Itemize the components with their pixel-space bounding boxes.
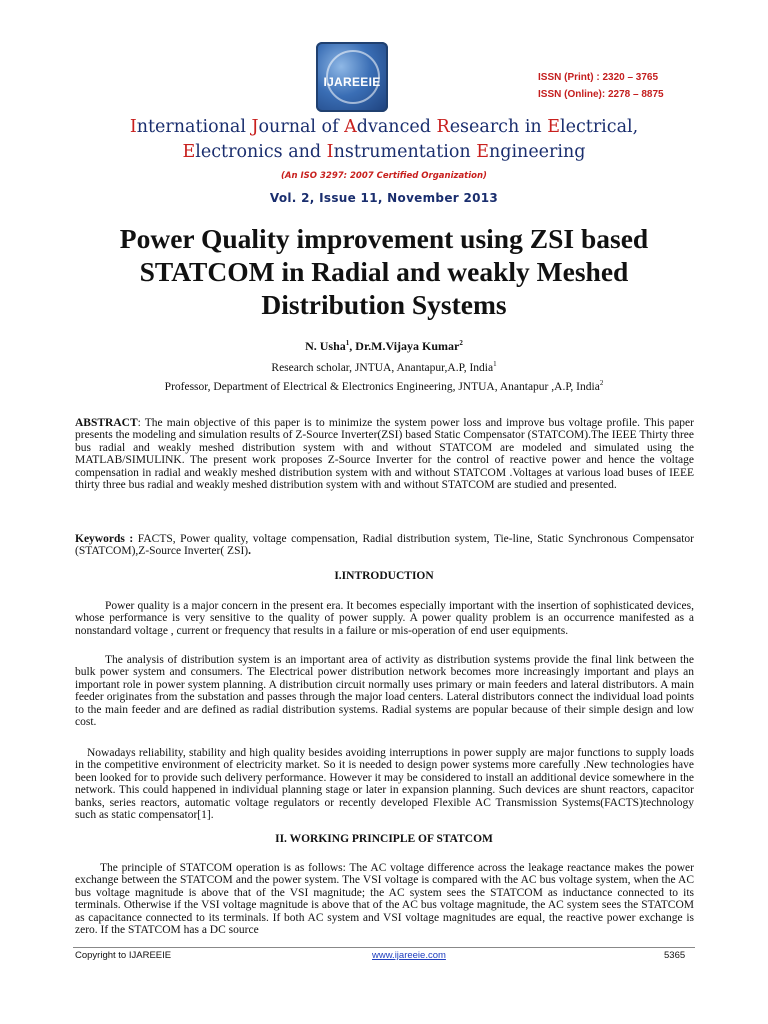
author-affiliation-mark: 1: [345, 339, 350, 347]
section-heading-statcom: II. WORKING PRINCIPLE OF STATCOM: [275, 833, 493, 845]
journal-title-part: E: [547, 117, 561, 137]
keywords-text: FACTS, Power quality, voltage compensation, Radial distribution system, Tie-line, Static Synchronous Compensator (STATCOM),Z-Source Inverter( ZSI): [75, 533, 694, 558]
journal-title-part: E: [476, 142, 489, 162]
journal-title-part: lectrical,: [560, 117, 639, 137]
issn-print: ISSN (Print) : 2320 – 3765: [538, 72, 659, 83]
intro-paragraph-2: The analysis of distribution system is an important area of activity as distribution systems provide the final link between the bulk power system and consumers. The Electrical power distribution network becomes more increasingly important and plays an important role in power system planning. A distribution circuit normally uses primary or main feeders and lateral distributors. A main feeder originates from the substation and passes through the major load centers. Lateral distributors connect the individual load points to the main feeder and are defined as radial distribution systems. Radial systems are popular because of their simple design and low cost.: [75, 654, 694, 729]
footer-website-link[interactable]: www.ijareeie.com: [372, 950, 446, 961]
author-affiliation-mark: 2: [459, 339, 463, 347]
journal-title-part: J: [251, 117, 259, 137]
footer-page-number: 5365: [664, 950, 686, 961]
paper-title-line: STATCOM in Radial and weakly Meshed: [139, 256, 629, 287]
journal-title-part: I: [129, 117, 137, 137]
journal-title-part: I: [326, 142, 334, 162]
author-name: Dr.M.Vijaya Kumar: [355, 339, 460, 353]
journal-title-part: E: [182, 142, 196, 162]
abstract: [75, 417, 694, 491]
keywords-end: .: [248, 545, 252, 558]
footer-copyright: Copyright to IJAREEIE: [75, 950, 172, 961]
statcom-paragraph-1: The principle of STATCOM operation is as follows: The AC voltage difference across the leakage reactance makes the power exchange between the STATCOM and the power system. The VSI voltage is compared with the AC bus voltage system, when the AC bus voltage magnitude is above that of the VSI magnitude; the AC system sees the STATCOM as inductance connected to its terminals. Otherwise if the VSI voltage magnitude is above that of the AC bus voltage magnitude, the AC system sees the STATCOM as capacitance connected to its terminals. If both AC system and VSI voltage magnitudes are equal, the reactive power exchange is zero. If the STATCOM has a DC source: [75, 862, 694, 937]
journal-title-part: lectronics and: [195, 142, 327, 162]
paper-title: [40, 222, 728, 321]
journal-logo: [316, 42, 388, 112]
keywords: [75, 533, 694, 558]
intro-paragraph-3: Nowadays reliability, stability and high quality besides avoiding interruptions in power supply are major functions to supply loads in the competitive environment of electricity market. So it is needed to design power systems more carefully .New technologies have been looked for to provide such delivery performance. However it may be considered to install an additional device somewhere in the network. This could happened in individual planning stage or later in expansion planning. Such devices are shunt reactors, capacitor banks, series reactors, automatic voltage regulators or recently developed Flexible AC Transmission Systems(FACTS)technology such as static compensator[1].: [75, 747, 694, 822]
abstract-text: : The main objective of this paper is to minimize the system power loss and improve bus voltage profile. This paper presents the modeling and simulation results of Z-Source Inverter(ZSI) based Static Compensator (STATCOM).The IEEE Thirty three bus radial and weakly meshed distribution system with and without STATCOM are modeled and simulated using the MATLAB/SIMULINK. The present work proposes Z-Source Inverter for the control of reactive power and hence the voltage compensation in radial and weakly meshed distribution system with and without STATCOM .Voltages at various load buses of IEEE thirty three bus radial and weakly meshed distribution system with and without STATCOM are studied and presented.: [75, 417, 694, 492]
journal-title-part: dvanced: [356, 117, 437, 137]
intro-paragraph-1: Power quality is a major concern in the present era. It becomes especially important with the insertion of sophisticated devices, whose performance is very sensitive to the quality of power supply. A power quality problem is an occurrence manifested as a nonstandard voltage , current or frequency that results in a failure or mis-operation of end user equipments.: [75, 600, 694, 637]
journal-title-line1: [60, 115, 708, 140]
affiliation-1: [0, 362, 768, 374]
section-heading-introduction: I.INTRODUCTION: [334, 570, 434, 582]
affiliation-text: Research scholar, JNTUA, Anantapur,A.P, India: [271, 362, 494, 374]
paper-title-line: Power Quality improvement using ZSI based: [119, 223, 649, 254]
journal-title-part: R: [436, 117, 450, 137]
affiliation-2: [0, 381, 768, 393]
issn-online: ISSN (Online): 2278 – 8875: [538, 89, 664, 100]
journal-title-part: A: [344, 117, 357, 137]
iso-certification-note: (An ISO 3297: 2007 Certified Organization): [281, 171, 487, 181]
keywords-label: Keywords :: [75, 533, 134, 545]
journal-title-part: esearch in: [449, 117, 548, 137]
journal-title-line2: [60, 140, 708, 165]
author-name: N. Usha: [305, 339, 346, 353]
journal-title: [60, 115, 708, 165]
abstract-label: ABSTRACT: [75, 417, 138, 429]
affiliation-text: Professor, Department of Electrical & Electronics Engineering, JNTUA, Anantapur ,A.P, India: [164, 381, 600, 393]
journal-title-part: nstrumentation: [333, 142, 477, 162]
author-separator: ,: [349, 339, 356, 353]
author-list: [0, 339, 768, 354]
journal-title-part: nternational: [136, 117, 252, 137]
footer-divider: [73, 947, 695, 948]
paper-title-line: Distribution Systems: [261, 289, 507, 320]
affiliation-mark: 1: [493, 360, 497, 369]
journal-title-part: ournal of: [258, 117, 345, 137]
logo-text: IJAREEIE: [323, 75, 381, 89]
affiliation-mark: 2: [599, 379, 604, 388]
journal-title-part: ngineering: [488, 142, 586, 162]
volume-issue: Vol. 2, Issue 11, November 2013: [269, 191, 499, 205]
